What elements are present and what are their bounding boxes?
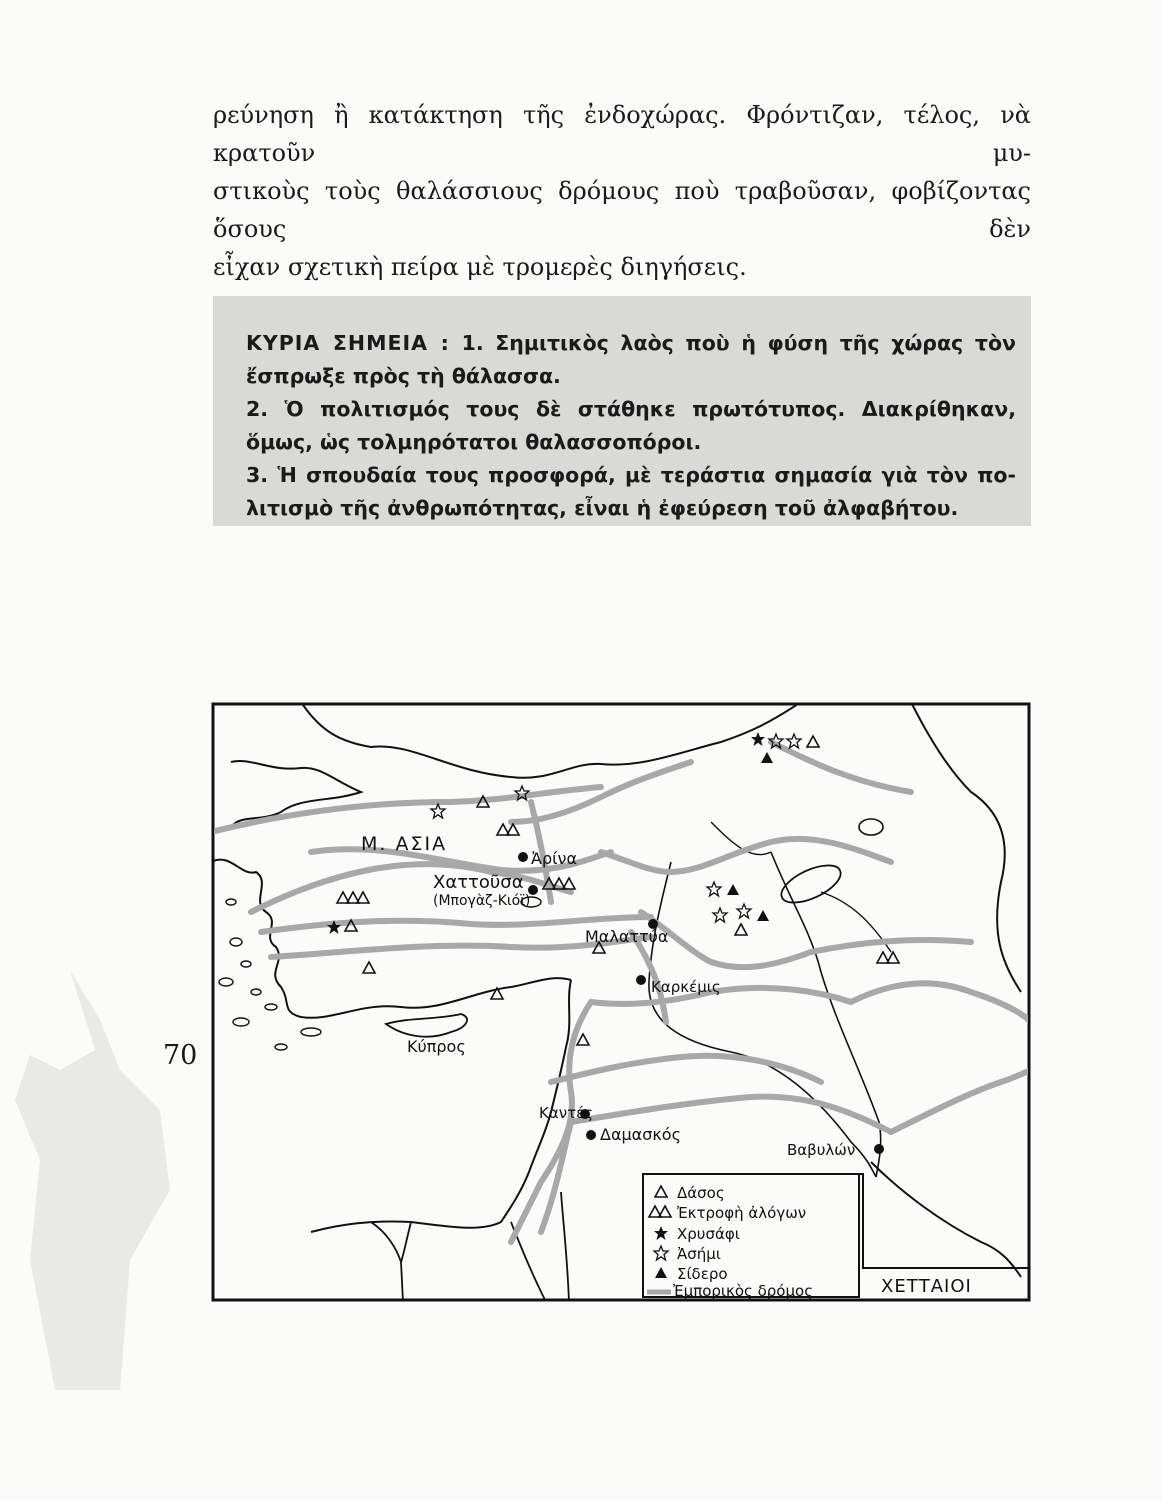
- key-point-2-line-1: 2. Ὁ πολιτισμός τους δὲ στάθηκε πρωτότυπος. Διακρίθηκαν,: [246, 397, 1016, 421]
- legend-horses-label: Ἐκτροφὴ ἀλόγων: [677, 1204, 807, 1222]
- city-label-karkemis: Καρκέμις: [651, 978, 721, 996]
- city-label-damaskos: Δαμασκός: [600, 1125, 681, 1144]
- city-label-kantes: Καντές: [539, 1104, 594, 1122]
- paragraph-line-2: στικοὺς τοὺς θαλάσσιους δρόμους ποὺ τραβοῦσαν, φοβίζοντας ὅσους δὲν: [213, 177, 1031, 243]
- key-point-3-line-2: λιτισμὸ τῆς ἀνθρωπότητας, εἶναι ἡ ἐφεύρεση τοῦ ἀλφαβήτου.: [246, 496, 959, 520]
- legend-frame: [643, 1174, 859, 1297]
- city-label-vavylon: Βαβυλών: [787, 1141, 856, 1159]
- legend-iron-label: Σίδερο: [677, 1265, 728, 1283]
- hittite-map: [211, 702, 1031, 1302]
- page-number: 70: [163, 1040, 198, 1071]
- legend-silver-label: Ἀσήμι: [677, 1245, 721, 1263]
- body-paragraph: [213, 96, 1031, 286]
- key-points: [246, 327, 1016, 525]
- city-label-hattousa: Χαττοῦσα: [433, 872, 524, 893]
- key-point-1-line-1: ΚΥΡΙΑ ΣΗΜΕΙΑ : 1. Σημιτικὸς λαὸς ποὺ ἡ φύση τῆς χώρας τὸν: [246, 331, 1016, 355]
- key-points-heading: ΚΥΡΙΑ ΣΗΜΕΙΑ :: [246, 331, 450, 355]
- city-label-hattousa-sub: (Μπογὰζ-Κιόϊ): [433, 893, 531, 909]
- bleed-through-figure: [0, 960, 200, 1400]
- key-point-3-line-1: 3. Ἡ σπουδαία τους προσφορά, μὲ τεράστια σημασία γιὰ τὸν πο-: [246, 463, 1016, 487]
- region-label-asia-minor: Μ. ΑΣΙΑ: [361, 833, 448, 855]
- paragraph-line-3: εἶχαν σχετικὴ πείρα μὲ τρομερὲς διηγήσεις.: [213, 253, 747, 281]
- paragraph-line-1: ρεύνηση ἢ κατάκτηση τῆς ἐνδοχώρας. Φρόντιζαν, τέλος, νὰ κρατοῦν μυ-: [213, 101, 1031, 167]
- legend-gold-label: Χρυσάφι: [677, 1225, 740, 1243]
- legend-route-label: Ἐμπορικὸς δρόμος: [673, 1282, 814, 1300]
- city-label-malattua: Μαλαττύα: [585, 927, 669, 946]
- map-title: ΧΕΤΤΑΙΟΙ: [881, 1276, 972, 1297]
- key-point-1-line-2: ἔσπρωξε πρὸς τὴ θάλασσα.: [246, 364, 561, 388]
- key-point-2-line-2: ὅμως, ὡς τολμηρότατοι θαλασσοπόροι.: [246, 430, 702, 454]
- city-label-arina: Ἀρίνα: [531, 849, 577, 868]
- legend-forest-label: Δάσος: [677, 1184, 725, 1202]
- island-label-cyprus: Κύπρος: [407, 1037, 466, 1056]
